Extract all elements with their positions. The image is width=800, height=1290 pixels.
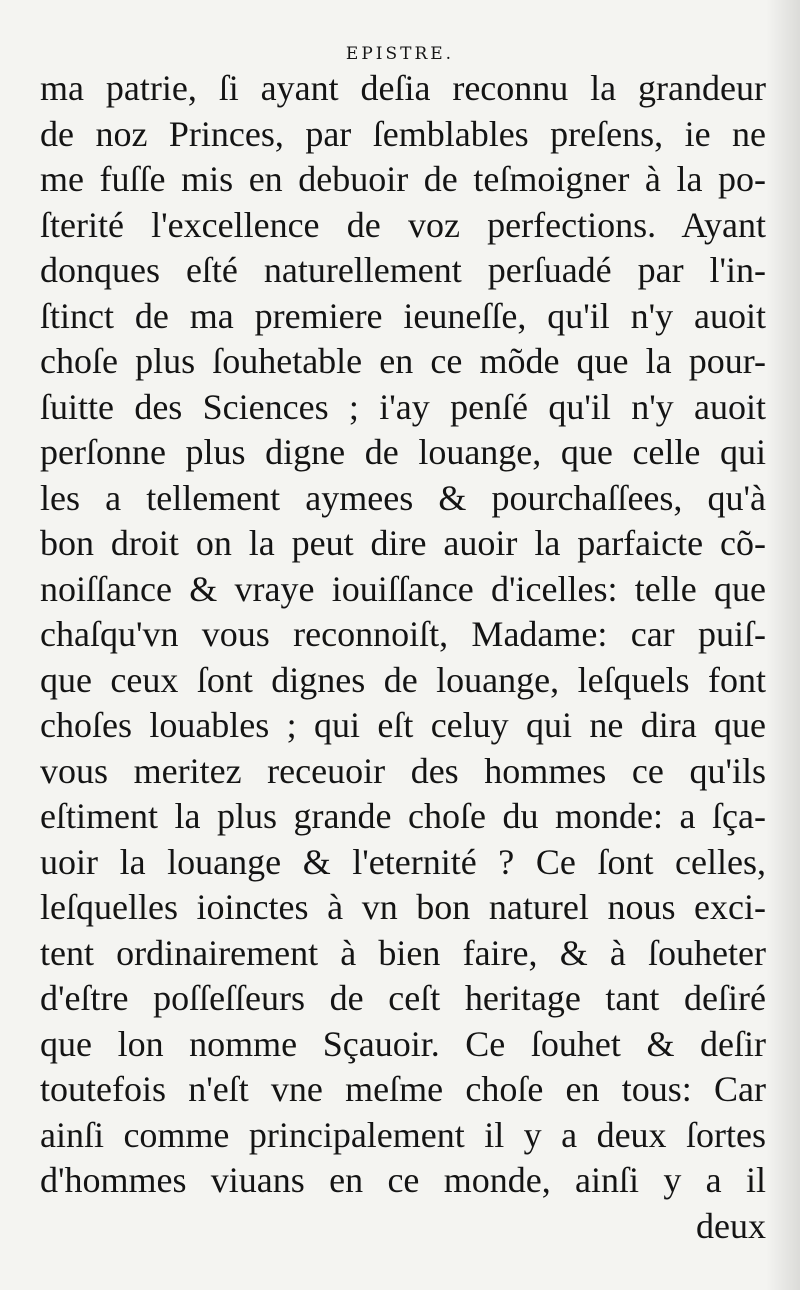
text-line: noiſſance & vraye iouiſſance d'icelles: telle que <box>40 568 766 609</box>
text-line: ſtinct de ma premiere ieuneſſe, qu'il n'y auoit <box>40 295 766 336</box>
text-line: perſonne plus digne de louange, que celle qui <box>40 432 766 472</box>
text-line: que lon nomme Sçauoir. Ce ſouhet & deſir <box>40 1023 766 1064</box>
text-line: choſe plus ſouhetable en ce mõde que la pour- <box>40 341 766 381</box>
text-line: leſquelles ioinctes à vn bon naturel nous exci- <box>40 887 766 927</box>
text-line: ſuitte des Sciences ; i'ay penſé qu'il n'y auoit <box>40 386 766 427</box>
text-line: les a tellement aymees & pourchaſſees, qu'à <box>40 477 766 518</box>
text-line: de noz Princes, par ſemblables preſens, ie ne <box>40 113 766 154</box>
page-gutter-shadow <box>766 0 800 1290</box>
text-line: d'hommes viuans en ce monde, ainſi y a il <box>40 1160 766 1200</box>
catchword: deux <box>696 1205 766 1246</box>
text-line: eſtiment la plus grande choſe du monde: a ſça- <box>40 796 766 836</box>
text-line: d'eſtre poſſeſſeurs de ceſt heritage tant deſiré <box>40 978 766 1018</box>
text-line: ainſi comme principalement il y a deux ſortes <box>40 1114 766 1155</box>
text-line: choſes louables ; qui eſt celuy qui ne dira que <box>40 705 766 745</box>
running-head: EPISTRE. <box>345 44 455 64</box>
text-line: vous meritez receuoir des hommes ce qu'ils <box>40 750 766 791</box>
text-line: uoir la louange & l'eternité ? Ce ſont celles, <box>40 841 766 882</box>
text-line: tent ordinairement à bien faire, & à ſouheter <box>40 932 766 973</box>
text-line: chaſqu'vn vous reconnoiſt, Madame: car puiſ- <box>40 614 766 654</box>
text-line: ſterité l'excellence de voz perfections. Ayant <box>40 204 766 245</box>
text-line: toutefois n'eſt vne meſme choſe en tous: Car <box>40 1069 766 1109</box>
text-line: me fuſſe mis en debuoir de teſmoigner à la po- <box>40 159 766 199</box>
text-line: que ceux ſont dignes de louange, leſquels font <box>40 659 766 700</box>
text-line: bon droit on la peut dire auoir la parfaicte cõ- <box>40 523 766 563</box>
text-line: ma patrie, ſi ayant deſia reconnu la grandeur <box>40 68 766 108</box>
text-line: donques eſté naturellement perſuadé par l'in- <box>40 250 766 290</box>
body-text <box>40 66 766 1249</box>
